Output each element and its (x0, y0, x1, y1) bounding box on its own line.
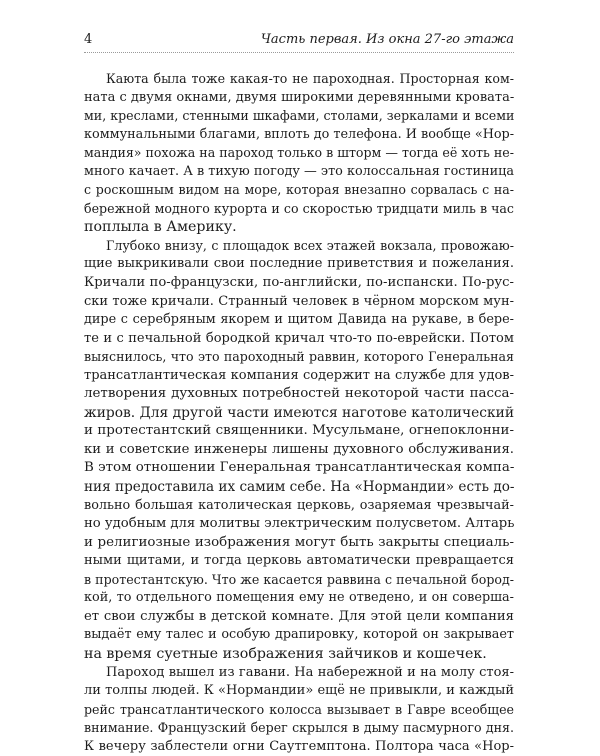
text-line: и религиозные изображения могут быть закрыты специаль- (84, 534, 514, 553)
text-line: трансатлантическая компания содержит на службе для удов- (84, 367, 514, 386)
text-line: бережной модного курорта и со скоростью тридцати миль в час (84, 200, 514, 219)
text-line: Каюта была тоже какая-то не пароходная. Просторная ком- (84, 70, 514, 89)
text-line: те и с печальной бородкой кричал что-то по-еврейски. Потом (84, 330, 514, 349)
text-line: поплыла в Америку. (84, 218, 514, 237)
text-line: вольно большая католическая церковь, озаряемая чрезвычай- (84, 497, 514, 516)
text-line: ными щитами, и тогда церковь автоматически превращается (84, 552, 514, 571)
text-line: много качает. А в тихую погоду — это колоссальная гостиница (84, 163, 514, 182)
text-line: В этом отношении Генеральная трансатлантическая компа- (84, 459, 514, 478)
text-line: Кричали по-французски, по-английски, по-испански. По-рус- (84, 274, 514, 293)
text-line: ли толпы людей. К «Нормандии» ещё не привыкли, и каждый (84, 682, 514, 701)
text-line: Глубоко внизу, с площадок всех этажей вокзала, провожаю- (84, 237, 514, 256)
text-line: внимание. Французский берег скрылся в дыму пасмурного дня. (84, 719, 514, 738)
text-line: выдаёт ему талес и особую драпировку, которой он закрывает (84, 626, 514, 645)
text-line: но удобным для молитвы электрическим полусветом. Алтарь (84, 515, 514, 534)
text-line: выяснилось, что это пароходный раввин, которого Генеральная (84, 348, 514, 367)
text-line: ната с двумя окнами, двумя широкими деревянными кровата- (84, 89, 514, 108)
paragraph (84, 70, 514, 237)
text-line: ки и советские инженеры лишены духовного обслуживания. (84, 441, 514, 460)
text-line: К вечеру заблестели огни Саутгемптона. Полтора часа «Нор- (84, 738, 514, 756)
text-line: щие выкрикивали свои последние приветствия и пожелания. (84, 255, 514, 274)
text-line: ски тоже кричали. Странный человек в чёрном морском мун- (84, 293, 514, 312)
running-title: Часть первая. Из окна 27-го этажа (261, 32, 514, 47)
text-line: рейс трансатлантического колосса вызывает в Гавре всеобщее (84, 701, 514, 720)
body-text (84, 70, 514, 756)
text-line: с роскошным видом на море, которая внезапно сорвалась с на- (84, 181, 514, 200)
text-line: жиров. Для другой части имеются наготове католический (84, 404, 514, 423)
page-number: 4 (84, 32, 92, 47)
paragraph (84, 664, 514, 756)
text-line: ния предоставила их самим себе. На «Нормандии» есть до- (84, 478, 514, 497)
page-header (84, 26, 514, 53)
text-line: ми, креслами, стенными шкафами, столами, зеркалами и всеми (84, 107, 514, 126)
text-line: в протестантскую. Что же касается раввина с печальной бород- (84, 571, 514, 590)
text-line: дире с серебряным якорем и щитом Давида на рукаве, в бере- (84, 311, 514, 330)
text-line: ет свои службы в детской комнате. Для этой цели компания (84, 608, 514, 627)
text-line: и протестантский священники. Мусульмане, огнепоклонни- (84, 422, 514, 441)
paragraph (84, 237, 514, 664)
text-line: Пароход вышел из гавани. На набережной и на молу стоя- (84, 664, 514, 683)
text-line: мандия» похожа на пароход только в шторм — тогда её хоть не- (84, 144, 514, 163)
text-line: кой, то отдельного помещения ему не отведено, и он соверша- (84, 589, 514, 608)
text-line: коммунальными благами, вплоть до телефона. И вообще «Нор- (84, 126, 514, 145)
text-line: летворения духовных потребностей некоторой части пасса- (84, 385, 514, 404)
text-line: на время суетные изображения зайчиков и кошечек. (84, 645, 514, 664)
